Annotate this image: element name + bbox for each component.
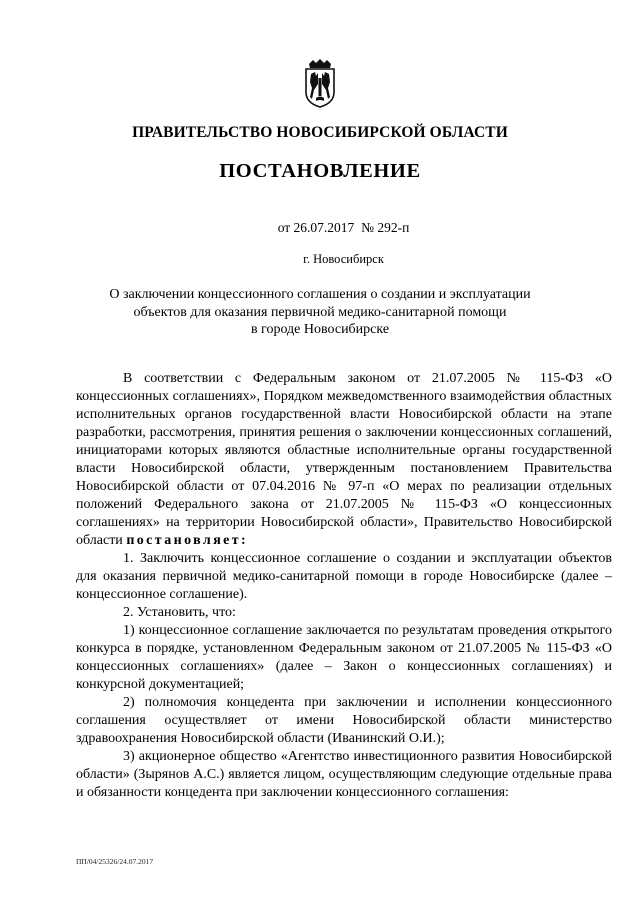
document-type: ПОСТАНОВЛЕНИЕ [219, 160, 421, 182]
clause-paragraph: 2. Установить, что: [123, 605, 236, 620]
title-line: в городе Новосибирске [250, 322, 390, 337]
preamble-text: В соответствии с Федеральным законом от 21.07.2005 № 115-ФЗ «О концессионных соглашениях», Порядком межведомственного взаимодействия областных исполнительных органов государственной власти Новосибирской области на этапе разработки, рассмотрения, принятия решения о заключении концессионных соглашений, инициаторами которых являются областные исполнительные органы государственной власти Новосибирской области, утвержденным постановлением Правительства Новосибирской области от 07.04.2016 № 97-п «О мерах по реализации отдельных положений Федерального закона от 21.07.2005 № 115-ФЗ «О концессионных соглашениях» на территории Новосибирской области», Правительство Новосибирской области [76, 371, 612, 548]
document-body [76, 370, 612, 802]
document-number: № 292-п [361, 220, 410, 235]
subclause-paragraph: 1) концессионное соглашение заключается по результатам проведения открытого конкурса в порядке, установленном Федеральным законом от 21.07.2005 № 115-ФЗ «О концессионных соглашениях» (далее – Закон о концессионных соглашениях) и конкурсной документацией; [76, 623, 612, 692]
document-title [0, 286, 640, 339]
subclause-paragraph: 2) полномочия концедента при заключении и исполнении концессионного соглашения осуществляет от имени Новосибирской области министерство здравоохранения Новосибирской области (Иванинский О.И.); [76, 695, 612, 746]
coat-of-arms-icon [303, 58, 337, 108]
title-line: О заключении концессионного соглашения о создании и эксплуатации [109, 287, 531, 302]
preamble-paragraph [76, 370, 612, 550]
title-line: объектов для оказания первичной медико-санитарной помощи [133, 304, 507, 320]
date-number-line [0, 220, 640, 236]
document-city: г. Новосибирск [303, 252, 384, 266]
organization-name: ПРАВИТЕЛЬСТВО НОВОСИБИРСКОЙ ОБЛАСТИ [132, 124, 508, 141]
clause-paragraph: 1. Заключить концессионное соглашение о создании и эксплуатации объектов для оказания первичной медико-санитарной помощи в городе Новосибирске (далее – концессионное соглашение). [76, 551, 612, 602]
document-date: от 26.07.2017 [277, 220, 355, 235]
subclause-paragraph: 3) акционерное общество «Агентство инвестиционного развития Новосибирской области» (Зырянов А.С.) является лицом, осуществляющим следующие отдельные права и обязанности концедента при заключении концессионного соглашения: [76, 749, 612, 800]
resolves-word: постановляет: [126, 533, 249, 548]
document-code: ПП/04/25326/24.07.2017 [76, 857, 154, 866]
